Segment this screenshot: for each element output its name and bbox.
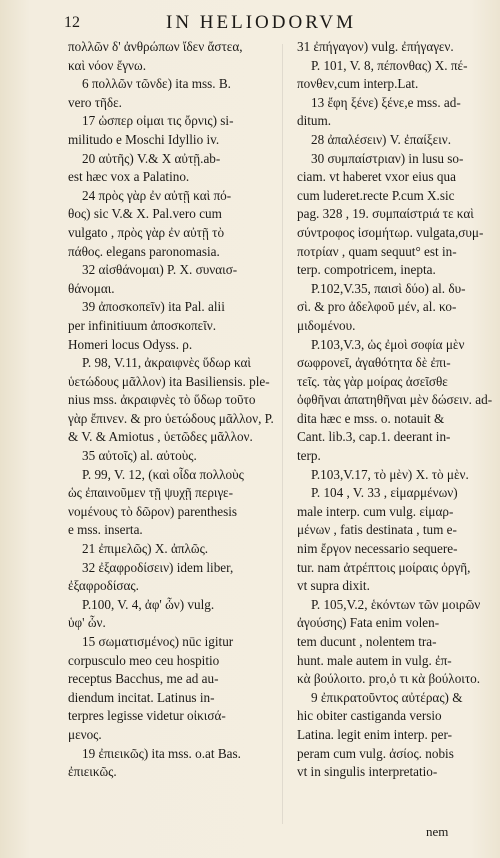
- right-column-line: σωφρονεῖ, ἀγαθότητα δὲ ἐπι-: [297, 355, 451, 371]
- left-column-line: per infinitiuum ἀποσκοπεῖν.: [68, 317, 216, 333]
- right-column-line: Latina. legit enim interp. per-: [297, 726, 452, 742]
- right-column-line: πονθεν,cum interp.Lat.: [297, 76, 419, 92]
- left-column-line: μενος.: [68, 726, 102, 742]
- left-column-line: ὑετώδους μᾶλλον) ita Basiliensis. ple-: [68, 373, 270, 389]
- catchword: nem: [426, 824, 449, 839]
- left-column-line: καὶ νόον ἔγνω.: [68, 57, 146, 73]
- left-column-line: 20 αὐτῆς) V.& X αὐτῇ.ab-: [82, 150, 221, 166]
- left-column-line: πάθος. elegans paronomasia.: [68, 243, 220, 259]
- left-column-line: 24 πρὸς γὰρ ἐν αὐτῇ καὶ πό-: [82, 187, 232, 203]
- right-column-line: hic obiter castiganda versio: [297, 708, 442, 724]
- left-column-line: receptus Bacchus, me ad au-: [68, 671, 219, 687]
- left-column-line: militudo e Moschi Idyllio iv.: [68, 131, 220, 147]
- left-column: [68, 38, 274, 782]
- left-column-line: Homeri locus Odyss. ρ.: [68, 336, 193, 352]
- left-column-line: P. 98, V.11, ἀκραιφνὲς ὕδωρ καὶ: [82, 355, 251, 371]
- right-column-line: tem ducunt , nolentem tra-: [297, 634, 437, 649]
- right-column-line: P.102,V.35, παισὶ δύο) al. δυ-: [311, 280, 466, 296]
- right-column-line: tur. nam ἀτρέπτοις μοίραις ὀργῆ,: [297, 559, 471, 575]
- left-column-line: νομένους τὸ δῶρον) parenthesis: [68, 503, 238, 519]
- right-column-line: σύντροφος ἰσομήτωρ. vulgata,συμ-: [297, 224, 484, 240]
- right-column-line: 31 ἐπήγαγον) vulg. ἐπήγαγεν.: [297, 39, 454, 54]
- page-number: 12: [64, 14, 80, 31]
- right-column-line: ὀφθῆναι ἀπατηθῆναι μὲν δώσειν. ad-: [297, 392, 493, 408]
- left-column-line: corpusculo meo ceu hospitio: [68, 652, 220, 668]
- right-column-line: ditum.: [297, 113, 332, 129]
- left-column-line: terpres legisse videtur οἰκισά-: [68, 708, 226, 724]
- left-column-line: 32 ἐξαφροδίσειν) idem liber,: [82, 559, 234, 575]
- right-column-line: peram cum vulg. ἀσίος. nobis: [297, 745, 454, 761]
- left-column-line: 6 πολλῶν τῶνδε) ita mss. B.: [82, 76, 231, 92]
- right-column-line: 9 ἐπικρατοῦντος αὐτέρας) &: [311, 689, 463, 705]
- right-column-line: male interp. cum vulg. εἱμαρ-: [297, 503, 454, 519]
- right-column-line: σὶ. & pro ἀδελφοῦ μέν, al. κο-: [297, 299, 457, 315]
- left-column-line: vulgato , πρὸς γὰρ ἐν αὐτῇ τὸ: [68, 224, 225, 240]
- left-column-line: ὡς ἐπαινοῦμεν τῇ ψυχῇ περιγε-: [68, 485, 233, 501]
- right-column-line: Cant. lib.3, cap.1. deerant in-: [297, 429, 451, 445]
- left-column-line: 35 αὐτοῖς) al. αὐτοὺς.: [82, 448, 197, 464]
- left-column-line: & V. & Amiotus , ὑετῶδες μᾶλλον.: [68, 429, 253, 445]
- left-column-line: πολλῶν δ' ἀνθρώπων ἴδεν ἄστεα,: [68, 39, 243, 54]
- left-column-line: diendum incitat. Latinus in-: [68, 689, 215, 705]
- right-column-line: τεῖς. τὰς γὰρ μοίρας ἀσεῖσθε: [297, 373, 448, 389]
- right-column-line: cum luderet.recte P.cum X.sic: [297, 187, 455, 203]
- left-column-line: e mss. inserta.: [68, 522, 143, 538]
- right-column-line: vt supra dixit.: [297, 578, 370, 594]
- right-column-line: μένων , fatis destinata , tum e-: [297, 522, 457, 538]
- right-column-line: ciam. vt haberet vxor eius qua: [297, 169, 456, 185]
- right-column-line: 28 ἀπαλέσειν) V. ἐπαίξειν.: [311, 131, 452, 147]
- left-column-line: γὰρ ἔπινεν. & pro ὑετώδους μᾶλλον, P.: [68, 410, 274, 426]
- right-column-line: terp.: [297, 448, 321, 464]
- right-column-line: P. 105,V.2, ἑκόντων τῶν μοιρῶν: [311, 596, 481, 612]
- left-column-line: θος) sic V.& X. Pal.vero cum: [68, 206, 222, 222]
- left-column-line: 19 ἐπιεικῶς) ita mss. o.at Bas.: [82, 745, 241, 761]
- right-column-line: nim ἔργον necessario sequere-: [297, 541, 458, 557]
- right-column-line: ἀγούσης) Fata enim volen-: [297, 615, 440, 631]
- right-column-line: P.103,V.3, ὡς ἐμοὶ σοφία μὲν: [311, 336, 465, 352]
- right-column-line: terp. compotricem, inepta.: [297, 262, 436, 278]
- column-divider: [282, 44, 283, 824]
- left-column-line: est hæc vox a Palatino.: [68, 169, 190, 185]
- left-column-line: 15 σωματισμένος) nūc igitur: [82, 634, 234, 649]
- page-header: [56, 8, 460, 38]
- right-column-line: P. 104 , V. 33 , εἱμαρμένων): [311, 485, 458, 501]
- right-column-line: P.103,V.17, τὸ μὲν) X. τὸ μὲν.: [311, 466, 469, 482]
- left-column-line: ἐξαφροδίσας.: [68, 578, 139, 594]
- left-column-line: 39 ἀποσκοπεῖν) ita Pal. alii: [82, 299, 225, 315]
- left-column-line: P. 99, V. 12, (καὶ οἶδα πολλοὺς: [82, 466, 244, 482]
- left-column-line: 17 ὡσπερ οἰμαι τις ὄρνις) si-: [82, 113, 234, 129]
- left-column-line: nius mss. ἀκραιφνὲς τὸ ὕδωρ τοῦτο: [68, 392, 256, 408]
- right-column-line: P. 101, V. 8, πέπονθας) X. πέ-: [311, 57, 468, 73]
- right-column-line: κὰ βούλοιτο. pro,ὁ τι κὰ βούλοιτο.: [297, 671, 481, 687]
- right-column-line: pag. 328 , 19. συμπαίστριά τε καὶ: [297, 206, 474, 222]
- left-column-line: 32 αἰσθάνομαι) P. X. συναισ-: [82, 262, 238, 278]
- left-column-line: ὑφ' ὧν.: [68, 615, 106, 631]
- left-column-line: θάνομαι.: [68, 280, 115, 296]
- left-column-line: 21 ἐπιμελῶς) X. ἀπλῶς.: [82, 541, 209, 557]
- right-column-line: 30 συμπαίστριαν) in lusu so-: [311, 150, 464, 166]
- right-column-line: ποτρίαν , quam sequut° est in-: [297, 243, 457, 259]
- left-column-line: P.100, V. 4, ἀφ' ὧν) vulg.: [82, 596, 215, 612]
- right-column-line: 13 ἔφη ξένε) ξένε,e mss. ad-: [311, 94, 461, 110]
- right-column-line: dita hæc e mss. o. notauit &: [297, 410, 445, 426]
- right-column-line: vt in singulis interpretatio-: [297, 764, 438, 780]
- right-column-line: hunt. male autem in vulg. ἐπ-: [297, 652, 452, 668]
- left-column-line: vero τῆδε.: [68, 94, 122, 110]
- left-column-line: ἐπιεικῶς.: [68, 764, 117, 780]
- running-title: IN HELIODORVM: [166, 12, 356, 33]
- right-column: [297, 38, 493, 782]
- right-column-line: μιδομένου.: [297, 317, 356, 333]
